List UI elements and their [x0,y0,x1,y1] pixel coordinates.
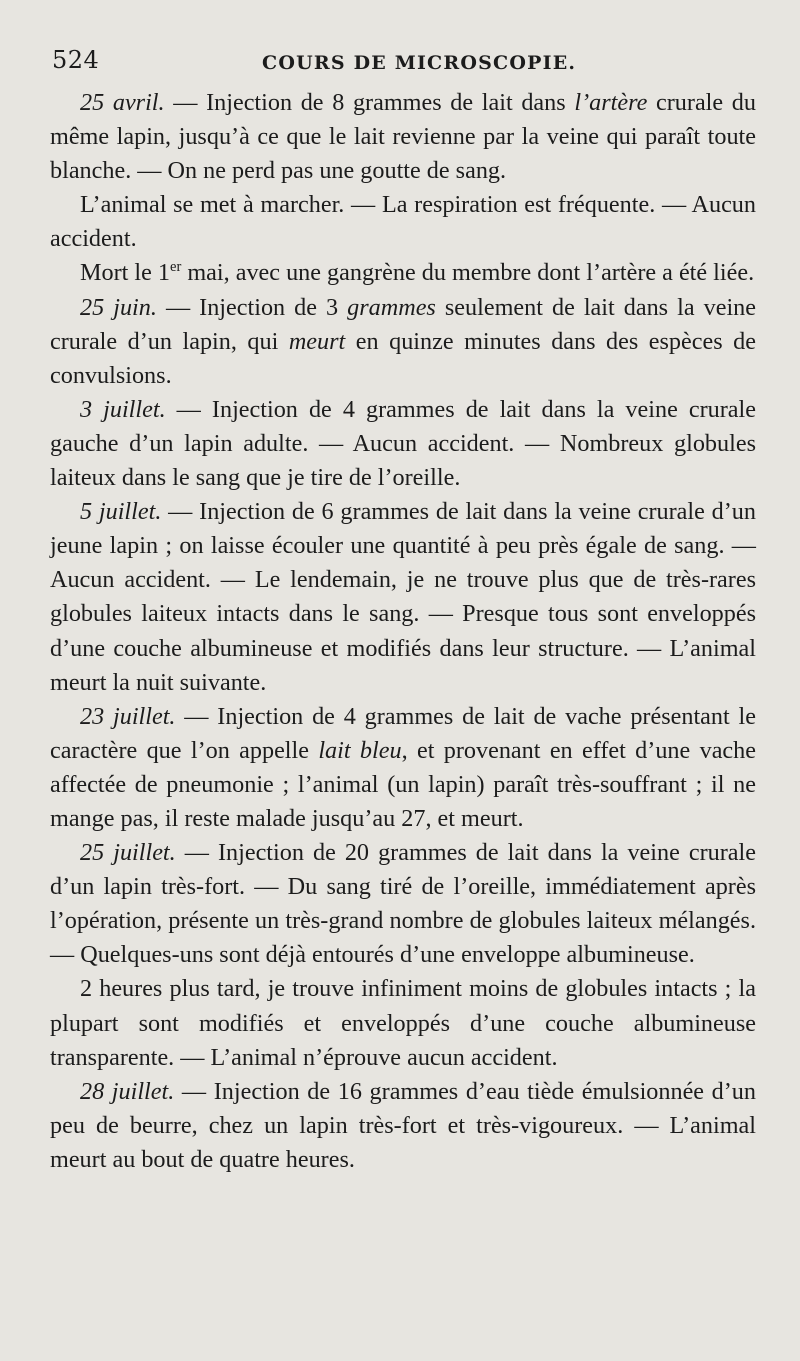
text-run: 2 heures plus tard, je trouve infiniment moins de globules intacts ; la plupart sont modifiés et enveloppés d’une couche albumineuse transparente. — L’animal n’éprouve aucun accident. [50,975,756,1071]
entry-date: 3 juillet. [80,395,166,423]
text-run: — Injection de 6 grammes de lait dans la veine crurale d’un jeune lapin ; on laisse écouler une quantité à peu près égale de sang. — Aucun accident. — Le lendemain, je ne trouve plus que de très-rares globules laiteux intacts dans le sang. — Presque tous sont enveloppés d’une couche albumineuse et modifiés dans leur structure. — L’animal meurt la nuit suivante. [50,498,756,696]
entry-date: 25 avril. [80,89,165,116]
paragraph [50,1075,756,1177]
text-run: — Injection de 8 grammes de lait dans [164,89,575,116]
superscript: er [170,259,182,276]
italic-run: l’artère [574,89,648,116]
text-run: , et provenant en effet d’une vache affectée de pneumonie ; l’animal (un lapin) paraît très-souffrant ; il ne mange pas, il reste malade jusqu’au 27, et meurt. [50,736,756,832]
paragraph [50,700,756,836]
body-text [50,86,756,1177]
text-run: — Injection de 3 [156,293,348,321]
paragraph [50,291,756,393]
text-run: crurale du même lapin, jusqu’à ce que le lait revienne par la veine qui paraît toute blanche. — On ne perd pas une goutte de sang. [50,89,756,185]
entry-date: 28 juillet. [80,1077,175,1105]
paragraph [50,495,756,700]
italic-run: grammes [347,293,436,321]
entry-date: 5 juillet. [80,498,162,526]
page-header [52,46,752,80]
text-run: seulement de lait dans la veine crurale d’un lapin, qui [50,293,756,355]
text-run: — Injection de 16 grammes d’eau tiède émulsionnée d’un peu de beurre, chez un lapin très-fort et très-vigoureux. — L’animal meurt au bout de quatre heures. [50,1077,756,1173]
text-run: L’animal se met à marcher. — La respiration est fréquente. — Aucun accident. [50,191,756,253]
text-run: — Injection de 4 grammes de lait dans la veine crurale gauche d’un lapin adulte. — Aucun accident. — Nombreux globules laiteux dans le sang que je tire de l’oreille. [50,395,756,492]
entry-date: 25 juillet. [80,839,176,867]
paragraph [50,188,756,256]
text-run: — Injection de 4 grammes de lait de vache présentant le caractère que l’on appelle [50,702,756,764]
text-run: Mort le 1 [80,259,171,287]
italic-run: lait bleu [318,736,402,764]
paragraph [50,256,756,290]
page-number: 524 [52,46,100,74]
paragraph [50,393,756,495]
paragraph [50,836,756,972]
entry-date: 25 juin. [80,293,157,321]
running-title: COURS DE MICROSCOPIE. [262,52,577,74]
paragraph [50,972,756,1074]
text-run: mai, avec une gangrène du membre dont l’artère a été liée. [181,259,755,287]
paragraph [50,86,756,188]
text-run: en quinze minutes dans des espèces de convulsions. [50,327,756,389]
entry-date: 23 juillet. [80,702,176,730]
text-run: — Injection de 20 grammes de lait dans la veine crurale d’un lapin très-fort. — Du sang tiré de l’oreille, immédiatement après l’opération, présente un très-grand nombre de globules laiteux mélangés. — Quelques-uns sont déjà entourés d’une enveloppe albumineuse. [50,839,756,969]
italic-run: meurt [288,327,346,355]
